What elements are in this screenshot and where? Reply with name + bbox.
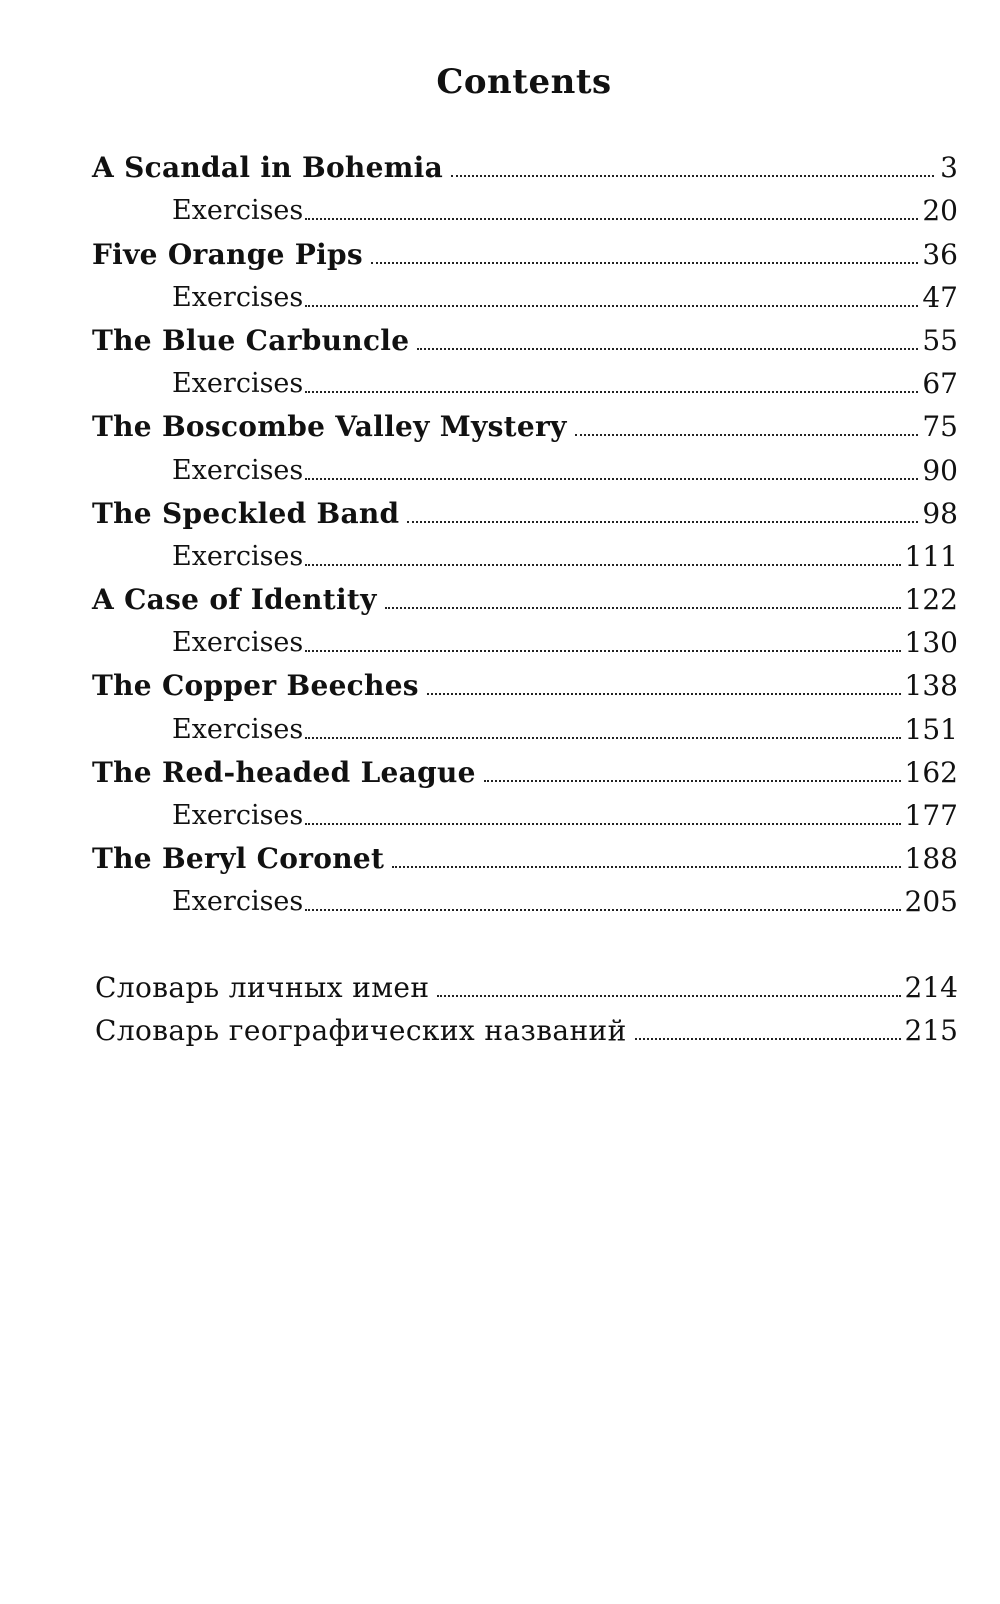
toc-entry[interactable]: [0, 747, 1000, 790]
page-number: 122: [904, 583, 958, 617]
toc-entry[interactable]: [0, 228, 1000, 271]
toc-exercises-entry[interactable]: [0, 358, 1000, 401]
toc-exercises-entry[interactable]: [0, 703, 1000, 746]
page-number: 162: [904, 755, 958, 789]
dot-leader: [635, 1037, 901, 1040]
toc-entry[interactable]: [0, 315, 1000, 358]
toc-entry[interactable]: [0, 488, 1000, 531]
dot-leader: [392, 865, 900, 868]
exercises-label: Exercises: [172, 800, 304, 831]
toc-exercises-entry[interactable]: [0, 185, 1000, 228]
dot-leader: [305, 736, 900, 739]
dot-leader: [305, 563, 900, 566]
dot-leader: [371, 261, 918, 264]
page-number: 138: [904, 669, 958, 703]
story-title: A Scandal in Bohemia: [92, 151, 444, 185]
story-title: A Case of Identity: [92, 583, 377, 617]
dot-leader: [575, 433, 919, 436]
dot-leader: [305, 649, 900, 652]
exercises-label: Exercises: [172, 195, 304, 227]
page-number: 151: [904, 712, 958, 746]
dot-leader: [305, 822, 900, 825]
dot-leader: [427, 692, 901, 695]
dot-leader: [385, 606, 901, 609]
table-of-contents: [0, 142, 1000, 1048]
toc-entry[interactable]: [0, 574, 1000, 617]
page-number: 130: [904, 626, 958, 660]
toc-exercises-entry[interactable]: [0, 876, 1000, 919]
page-number: 20: [922, 194, 958, 228]
story-title: The Blue Carbuncle: [92, 323, 410, 357]
page-number: 36: [922, 237, 958, 271]
exercises-label: Exercises: [172, 713, 304, 745]
toc-entry[interactable]: [0, 142, 1000, 185]
page-number: 214: [904, 970, 958, 1004]
page-number: 3: [940, 151, 958, 185]
dot-leader: [305, 390, 918, 393]
page-number: 55: [922, 323, 958, 357]
exercises-label: Exercises: [172, 281, 304, 313]
page-number: 205: [904, 885, 958, 919]
story-title: The Speckled Band: [92, 496, 400, 530]
toc-appendix-entry[interactable]: [0, 1005, 1000, 1048]
page-number: 98: [922, 496, 958, 530]
appendix-title: Словарь географических названий: [95, 1013, 627, 1047]
story-title: The Beryl Coronet: [92, 842, 385, 876]
toc-exercises-entry[interactable]: [0, 272, 1000, 315]
dot-leader: [451, 174, 934, 177]
exercises-label: Exercises: [172, 627, 304, 659]
toc-exercises-entry[interactable]: [0, 617, 1000, 660]
dot-leader: [305, 217, 918, 220]
story-title: The Red-headed League: [92, 755, 476, 789]
page-number: 177: [904, 799, 958, 832]
dot-leader: [305, 477, 918, 480]
toc-exercises-entry[interactable]: [0, 444, 1000, 487]
page-number: 67: [922, 367, 958, 401]
appendix-title: Словарь личных имен: [95, 970, 430, 1004]
exercises-label: Exercises: [172, 886, 304, 918]
toc-appendix-entry[interactable]: [0, 961, 1000, 1004]
page-title: Contents: [436, 62, 612, 102]
toc-entry[interactable]: [0, 660, 1000, 703]
page-number: 188: [904, 842, 958, 876]
toc-entry[interactable]: [0, 401, 1000, 444]
story-title: Five Orange Pips: [92, 237, 363, 271]
toc-entry[interactable]: [0, 833, 1000, 876]
exercises-label: Exercises: [172, 540, 304, 572]
page-number: 215: [904, 1013, 958, 1047]
page-number: 90: [922, 453, 958, 487]
dot-leader: [437, 994, 900, 997]
dot-leader: [417, 347, 918, 350]
dot-leader: [305, 908, 900, 911]
exercises-label: Exercises: [172, 368, 304, 400]
toc-exercises-entry[interactable]: [0, 531, 1000, 574]
dot-leader: [407, 520, 918, 523]
story-title: The Boscombe Valley Mystery: [92, 410, 567, 444]
story-title: The Copper Beeches: [92, 669, 419, 703]
exercises-label: Exercises: [172, 454, 304, 486]
toc-exercises-entry[interactable]: [0, 790, 1000, 833]
dot-leader: [305, 304, 918, 307]
dot-leader: [484, 779, 901, 782]
page-number: 47: [922, 280, 958, 314]
section-spacer: [0, 919, 1000, 961]
page-number: 75: [922, 410, 958, 444]
page-number: 111: [904, 539, 958, 573]
